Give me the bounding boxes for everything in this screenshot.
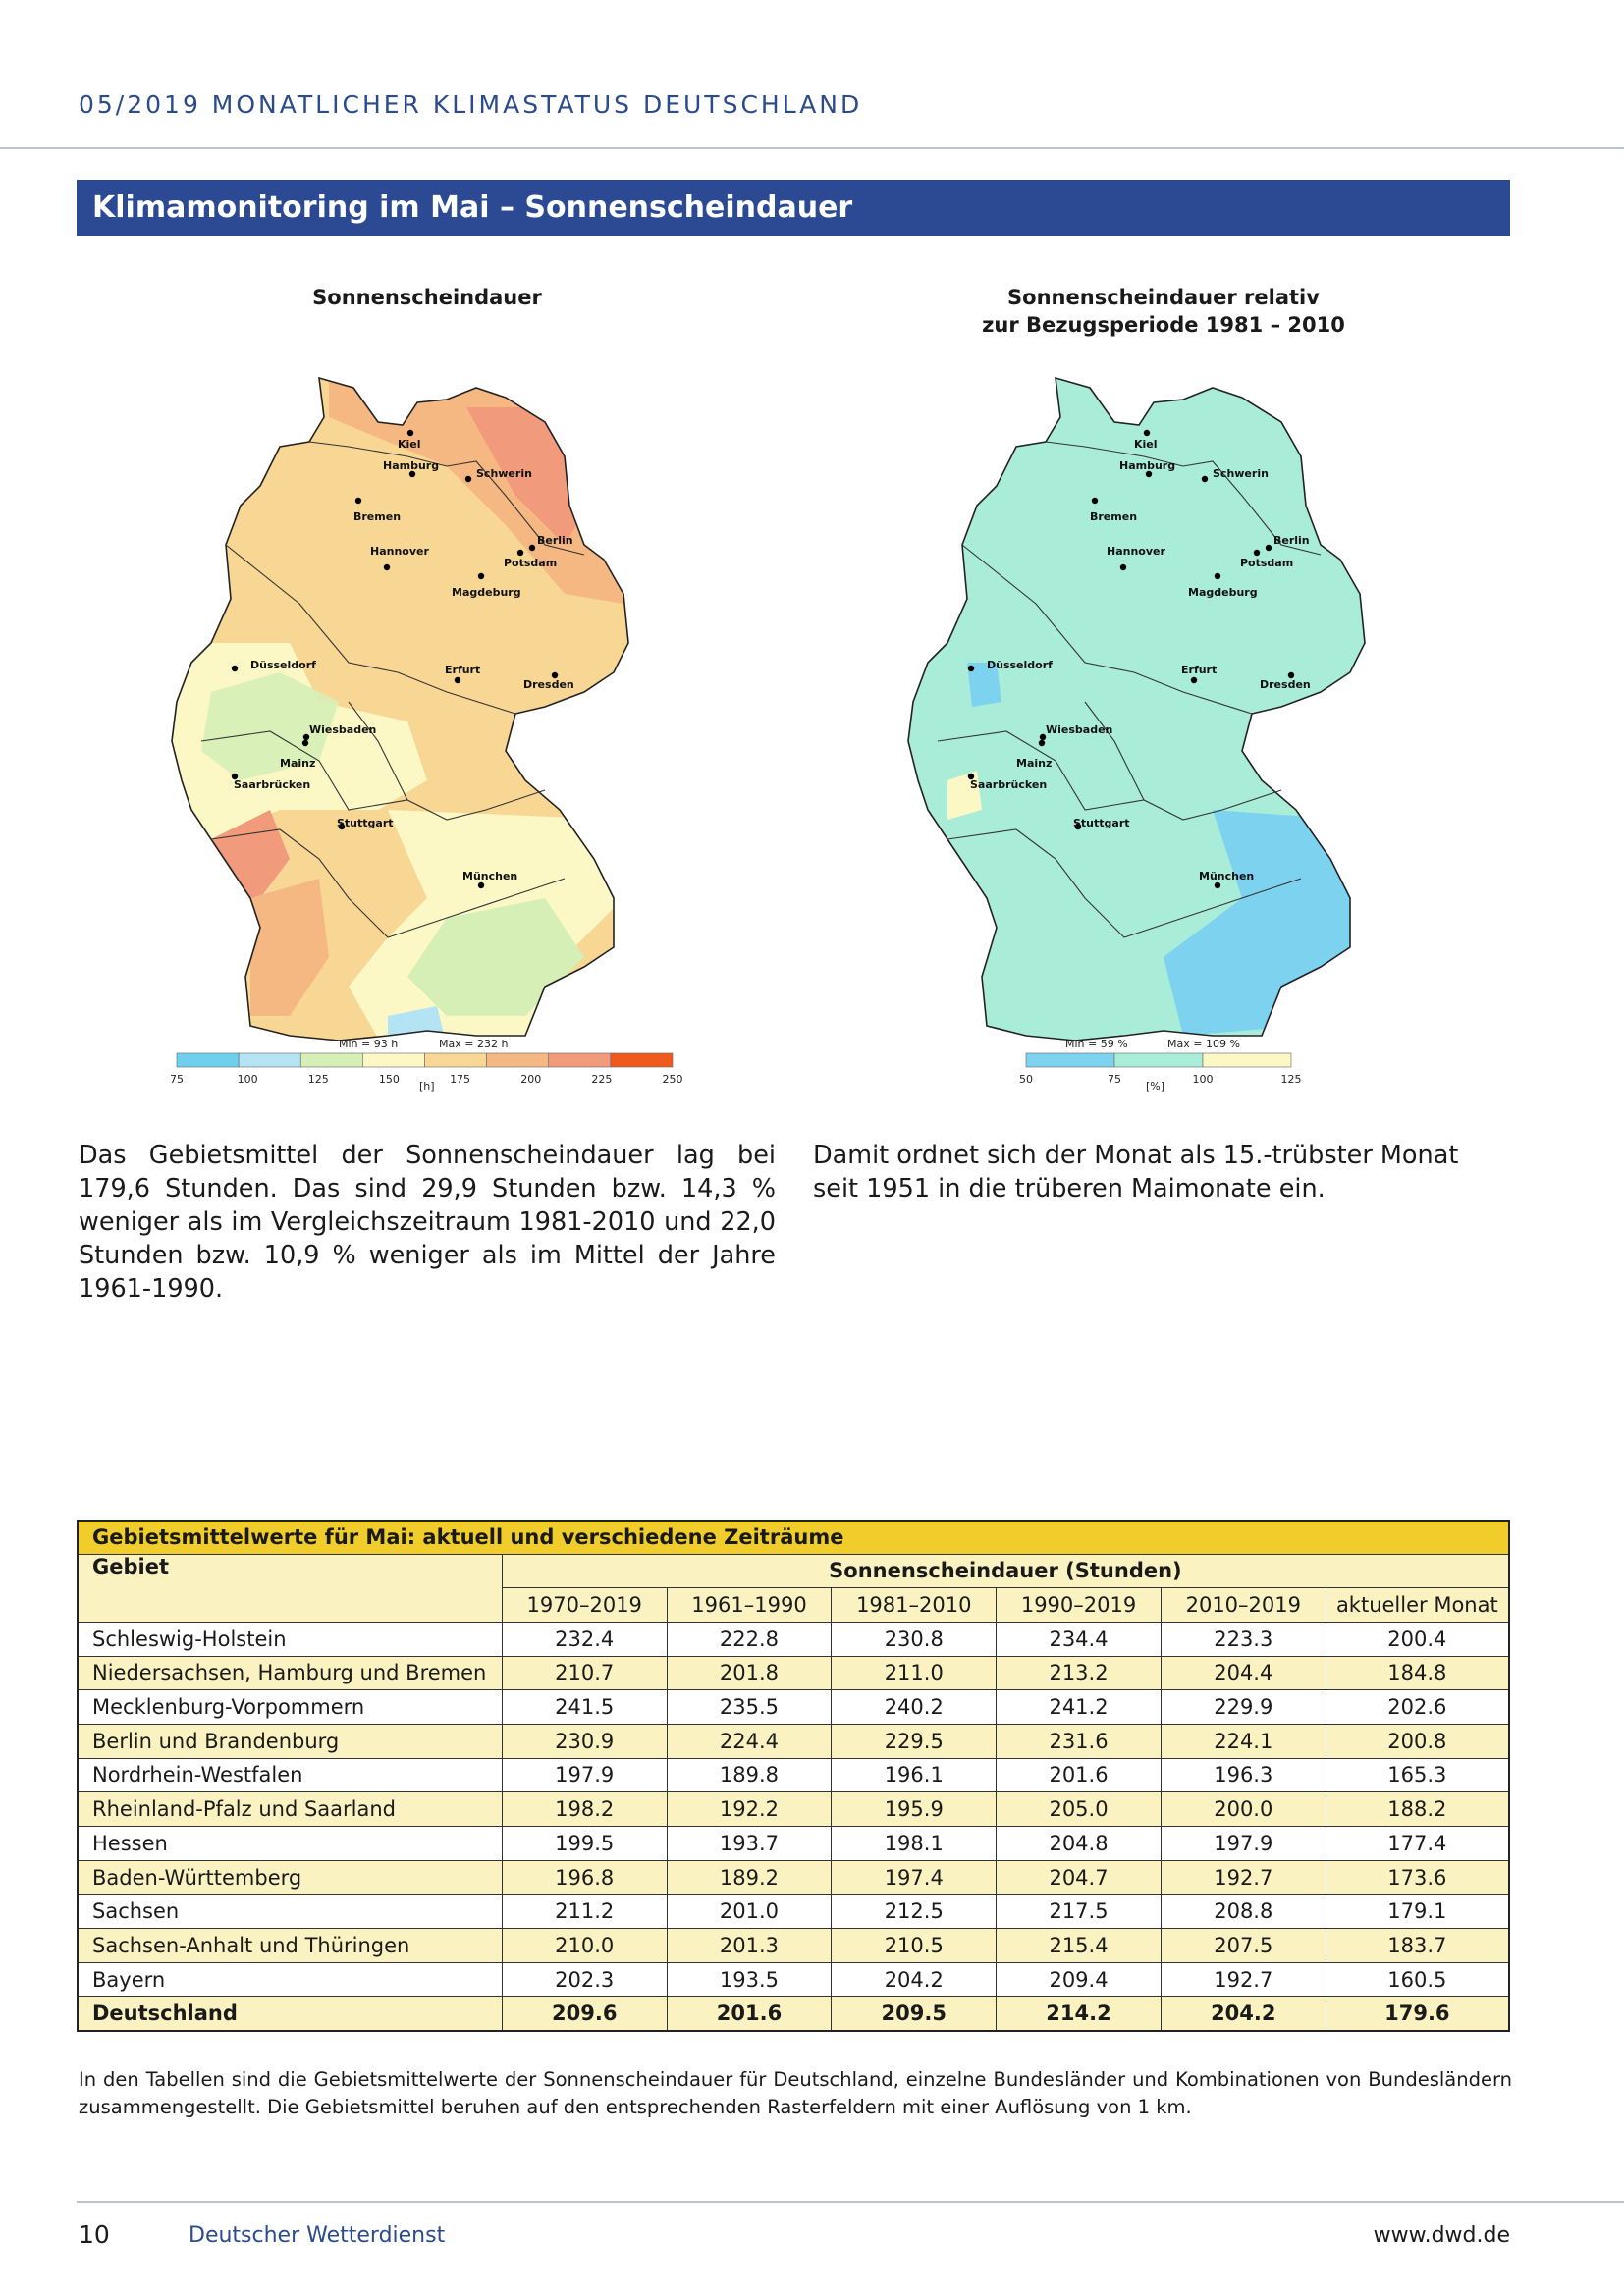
legend-swatch xyxy=(1114,1053,1203,1067)
period-header: 1961–1990 xyxy=(667,1588,832,1623)
legend-swatch xyxy=(549,1053,611,1067)
value-cell: 241.2 xyxy=(997,1690,1162,1725)
map-sunshine-absolute xyxy=(152,280,702,1114)
value-cell: 179.1 xyxy=(1326,1895,1509,1929)
value-cell: 217.5 xyxy=(997,1895,1162,1929)
value-cell: 229.9 xyxy=(1161,1690,1326,1725)
city-berlin: Berlin xyxy=(1273,534,1310,547)
legend-tick-label: 250 xyxy=(662,1073,683,1086)
value-cell: 241.5 xyxy=(502,1690,667,1725)
region-name: Nordrhein-Westfalen xyxy=(78,1758,502,1792)
organization-name: Deutscher Wetterdienst xyxy=(189,2223,446,2248)
region-name: Berlin und Brandenburg xyxy=(78,1724,502,1758)
legend-min: Min = 93 h xyxy=(339,1038,399,1050)
value-cell: 192.7 xyxy=(1161,1962,1326,1997)
ranking-paragraph: Damit ordnet sich der Monat als 15.-trübster Monat seit 1951 in die trüberen Maimonate ein. xyxy=(813,1141,1459,1203)
legend-swatch xyxy=(1203,1053,1291,1067)
group-column-header: Sonnenscheindauer (Stunden) xyxy=(502,1554,1509,1588)
table-row xyxy=(78,1656,1509,1690)
legend-max: Max = 109 % xyxy=(1167,1038,1240,1050)
city-bremen: Bremen xyxy=(1090,510,1138,523)
map-graphic xyxy=(889,348,1438,1114)
value-cell: 229.5 xyxy=(832,1724,997,1758)
value-cell: 210.5 xyxy=(832,1929,997,1963)
city-stuttgart: Stuttgart xyxy=(337,817,394,829)
legend-swatch xyxy=(239,1053,300,1067)
region-name: Hessen xyxy=(78,1827,502,1861)
value-cell: 212.5 xyxy=(832,1895,997,1929)
table-row xyxy=(78,1962,1509,1997)
legend-tick-label: 100 xyxy=(1192,1073,1214,1086)
footnote: In den Tabellen sind die Gebietsmittelwerte der Sonnenscheindauer für Deutschland, einzelne Bundesländer und Kombinationen von Bundesländern zusammengestellt. Die Gebietsmittel beruhen auf den entsprechenden Rasterfeldern mit einer Auflösung von 1 km. xyxy=(79,2068,1512,2118)
legend-max: Max = 232 h xyxy=(439,1038,509,1050)
value-cell: 207.5 xyxy=(1161,1929,1326,1963)
value-cell: 197.4 xyxy=(832,1860,997,1895)
value-cell: 189.2 xyxy=(667,1860,832,1895)
header-rule xyxy=(0,147,1624,149)
value-cell: 197.9 xyxy=(1161,1827,1326,1861)
city-kiel: Kiel xyxy=(398,438,421,451)
legend-swatch xyxy=(362,1053,424,1067)
value-cell: 160.5 xyxy=(1326,1962,1509,1997)
value-cell: 204.8 xyxy=(997,1827,1162,1861)
city-hannover: Hannover xyxy=(1107,545,1165,558)
table-row xyxy=(78,1860,1509,1895)
legend-swatch xyxy=(177,1053,239,1067)
value-cell: 204.4 xyxy=(1161,1656,1326,1690)
value-cell: 198.2 xyxy=(502,1792,667,1827)
legend-unit: [%] xyxy=(1146,1080,1165,1093)
value-cell: 201.3 xyxy=(667,1929,832,1963)
value-cell: 202.3 xyxy=(502,1962,667,1997)
period-header: 1970–2019 xyxy=(502,1588,667,1623)
value-cell: 209.5 xyxy=(832,1997,997,2031)
value-cell: 173.6 xyxy=(1326,1860,1509,1895)
legend-tick-label: 75 xyxy=(170,1073,184,1086)
region-name: Baden-Württemberg xyxy=(78,1860,502,1895)
footer-rule xyxy=(77,2201,1624,2203)
table-row xyxy=(78,1690,1509,1725)
value-cell: 188.2 xyxy=(1326,1792,1509,1827)
value-cell: 230.8 xyxy=(832,1622,997,1656)
city-magdeburg: Magdeburg xyxy=(1188,586,1258,599)
city-dresden: Dresden xyxy=(1260,678,1311,691)
city-saarbruecken: Saarbrücken xyxy=(970,778,1048,791)
legend-tick-label: 225 xyxy=(591,1073,613,1086)
value-cell: 177.4 xyxy=(1326,1827,1509,1861)
city-stuttgart: Stuttgart xyxy=(1073,817,1130,829)
value-cell: 210.0 xyxy=(502,1929,667,1963)
city-duesseldorf: Düsseldorf xyxy=(987,659,1053,671)
legend-tick-label: 75 xyxy=(1108,1073,1121,1086)
value-cell: 183.7 xyxy=(1326,1929,1509,1963)
legend-tick-label: 50 xyxy=(1019,1073,1033,1086)
value-cell: 215.4 xyxy=(997,1929,1162,1963)
section-title: Klimamonitoring im Mai – Sonnenscheindauer xyxy=(77,180,1510,236)
city-wiesbaden: Wiesbaden xyxy=(309,723,377,736)
value-cell: 195.9 xyxy=(832,1792,997,1827)
city-kiel: Kiel xyxy=(1134,438,1158,451)
table-row xyxy=(78,1758,1509,1792)
value-cell: 231.6 xyxy=(997,1724,1162,1758)
value-cell: 224.4 xyxy=(667,1724,832,1758)
table-row xyxy=(78,1997,1509,2031)
area-mean-table xyxy=(77,1520,1510,2032)
city-hannover: Hannover xyxy=(370,545,429,558)
value-cell: 204.2 xyxy=(832,1962,997,1997)
legend-min: Min = 59 % xyxy=(1065,1038,1128,1050)
region-name: Mecklenburg-Vorpommern xyxy=(78,1690,502,1725)
region-name: Niedersachsen, Hamburg und Bremen xyxy=(78,1656,502,1690)
value-cell: 213.2 xyxy=(997,1656,1162,1690)
city-muenchen: München xyxy=(1199,870,1255,882)
region-name: Rheinland-Pfalz und Saarland xyxy=(78,1792,502,1827)
city-wiesbaden: Wiesbaden xyxy=(1046,723,1113,736)
period-header: 1981–2010 xyxy=(832,1588,997,1623)
table-row xyxy=(78,1622,1509,1656)
value-cell: 165.3 xyxy=(1326,1758,1509,1792)
value-cell: 197.9 xyxy=(502,1758,667,1792)
value-cell: 200.8 xyxy=(1326,1724,1509,1758)
city-bremen: Bremen xyxy=(353,510,402,523)
value-cell: 222.8 xyxy=(667,1622,832,1656)
table-body xyxy=(78,1622,1509,2030)
value-cell: 234.4 xyxy=(997,1622,1162,1656)
period-header: aktueller Monat xyxy=(1326,1588,1509,1623)
legend-swatch xyxy=(425,1053,487,1067)
value-cell: 224.1 xyxy=(1161,1724,1326,1758)
city-duesseldorf: Düsseldorf xyxy=(250,659,316,671)
region-name: Sachsen xyxy=(78,1895,502,1929)
city-dresden: Dresden xyxy=(523,678,574,691)
city-erfurt: Erfurt xyxy=(1181,664,1218,676)
value-cell: 214.2 xyxy=(997,1997,1162,2031)
value-cell: 184.8 xyxy=(1326,1656,1509,1690)
value-cell: 192.7 xyxy=(1161,1860,1326,1895)
value-cell: 200.0 xyxy=(1161,1792,1326,1827)
city-muenchen: München xyxy=(462,870,518,882)
value-cell: 202.6 xyxy=(1326,1690,1509,1725)
value-cell: 201.8 xyxy=(667,1656,832,1690)
city-schwerin: Schwerin xyxy=(1213,467,1269,480)
value-cell: 189.8 xyxy=(667,1758,832,1792)
table-caption: Gebietsmittelwerte für Mai: aktuell und verschiedene Zeiträume xyxy=(78,1521,1509,1554)
value-cell: 196.8 xyxy=(502,1860,667,1895)
legend-swatch xyxy=(300,1053,362,1067)
value-cell: 199.5 xyxy=(502,1827,667,1861)
value-cell: 211.0 xyxy=(832,1656,997,1690)
value-cell: 209.4 xyxy=(997,1962,1162,1997)
running-head: 05/2019 MONATLICHER KLIMASTATUS DEUTSCHLAND xyxy=(79,90,863,119)
map-title-line2: zur Bezugsperiode 1981 – 2010 xyxy=(982,313,1345,337)
value-cell: 235.5 xyxy=(667,1690,832,1725)
value-cell: 196.3 xyxy=(1161,1758,1326,1792)
legend-tick-label: 175 xyxy=(450,1073,471,1086)
region-name: Deutschland xyxy=(78,1997,502,2031)
value-cell: 210.7 xyxy=(502,1656,667,1690)
map-graphic xyxy=(152,348,702,1114)
legend-unit: [h] xyxy=(419,1080,435,1093)
value-cell: 192.2 xyxy=(667,1792,832,1827)
city-magdeburg: Magdeburg xyxy=(452,586,521,599)
city-hamburg: Hamburg xyxy=(383,459,440,472)
region-name: Bayern xyxy=(78,1962,502,1997)
period-header: 1990–2019 xyxy=(997,1588,1162,1623)
city-mainz: Mainz xyxy=(1016,757,1053,770)
summary-paragraph: Das Gebietsmittel der Sonnenscheindauer lag bei 179,6 Stunden. Das sind 29,9 Stunden bzw. 14,3 % weniger als im Vergleichszeitraum 1981-2010 und 22,0 Stunden bzw. 10,9 % weniger als im Mittel der Jahre 1961-1990. xyxy=(79,1141,776,1304)
legend-tick-label: 125 xyxy=(1280,1073,1302,1086)
city-saarbruecken: Saarbrücken xyxy=(234,778,311,791)
color-legend xyxy=(177,1053,673,1067)
page-number: 10 xyxy=(79,2220,110,2249)
map-title-line1: Sonnenscheindauer relativ xyxy=(1007,286,1320,309)
region-name: Sachsen-Anhalt und Thüringen xyxy=(78,1929,502,1963)
website-url: www.dwd.de xyxy=(1373,2223,1510,2248)
legend-tick-label: 200 xyxy=(520,1073,542,1086)
city-mainz: Mainz xyxy=(280,757,316,770)
value-cell: 201.0 xyxy=(667,1895,832,1929)
city-schwerin: Schwerin xyxy=(476,467,532,480)
table-row xyxy=(78,1929,1509,1963)
city-potsdam: Potsdam xyxy=(504,557,558,569)
value-cell: 193.7 xyxy=(667,1827,832,1861)
value-cell: 208.8 xyxy=(1161,1895,1326,1929)
table-row xyxy=(78,1792,1509,1827)
value-cell: 205.0 xyxy=(997,1792,1162,1827)
city-erfurt: Erfurt xyxy=(445,664,481,676)
value-cell: 196.1 xyxy=(832,1758,997,1792)
color-legend xyxy=(1026,1053,1291,1067)
value-cell: 204.2 xyxy=(1161,1997,1326,2031)
value-cell: 230.9 xyxy=(502,1724,667,1758)
city-potsdam: Potsdam xyxy=(1240,557,1294,569)
value-cell: 198.1 xyxy=(832,1827,997,1861)
value-cell: 179.6 xyxy=(1326,1997,1509,2031)
value-cell: 193.5 xyxy=(667,1962,832,1997)
value-cell: 211.2 xyxy=(502,1895,667,1929)
table-row xyxy=(78,1724,1509,1758)
table-row xyxy=(78,1827,1509,1861)
legend-tick-label: 100 xyxy=(237,1073,258,1086)
period-header: 2010–2019 xyxy=(1161,1588,1326,1623)
map-title: Sonnenscheindauer xyxy=(312,286,542,309)
table-row xyxy=(78,1895,1509,1929)
region-name: Schleswig-Holstein xyxy=(78,1622,502,1656)
value-cell: 200.4 xyxy=(1326,1622,1509,1656)
value-cell: 204.7 xyxy=(997,1860,1162,1895)
city-hamburg: Hamburg xyxy=(1119,459,1176,472)
legend-swatch xyxy=(487,1053,549,1067)
legend-swatch xyxy=(611,1053,673,1067)
city-berlin: Berlin xyxy=(537,534,573,547)
legend-tick-label: 150 xyxy=(378,1073,400,1086)
value-cell: 240.2 xyxy=(832,1690,997,1725)
value-cell: 201.6 xyxy=(667,1997,832,2031)
value-cell: 232.4 xyxy=(502,1622,667,1656)
legend-swatch xyxy=(1026,1053,1114,1067)
legend-tick-label: 125 xyxy=(307,1073,329,1086)
map-sunshine-relative xyxy=(889,280,1438,1114)
value-cell: 209.6 xyxy=(502,1997,667,2031)
value-cell: 201.6 xyxy=(997,1758,1162,1792)
value-cell: 223.3 xyxy=(1161,1622,1326,1656)
region-column-header: Gebiet xyxy=(78,1554,502,1622)
